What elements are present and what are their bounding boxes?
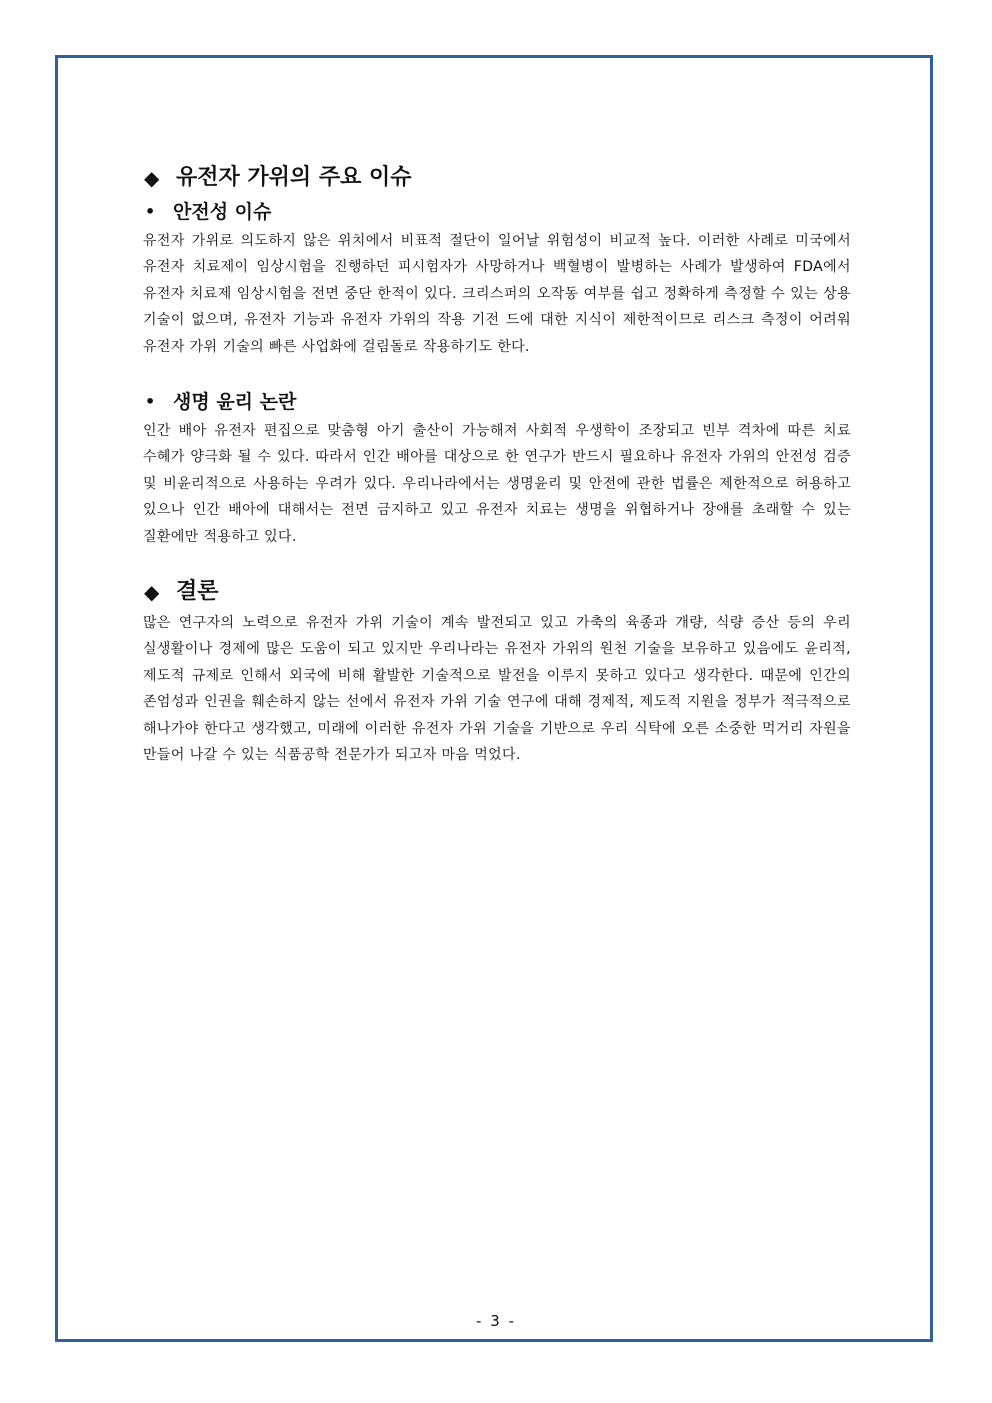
subsection-heading-text: 안전성 이슈: [173, 201, 272, 223]
round-bullet-icon: •: [145, 202, 156, 221]
section-heading-conclusion: [143, 574, 851, 610]
subsection-heading-text: 생명 윤리 논란: [173, 391, 297, 414]
section-heading-text: 결론: [176, 579, 219, 605]
paragraph-conclusion: 많은 연구자의 노력으로 유전자 가위 기술이 계속 발전되고 있고 가축의 육종과 개량, 식량 증산 등의 우리 실생활이나 경제에 많은 도움이 되고 있지만 우리나라는 유전자 가위의 원천 기술을 보유하고 있음에도 윤리적, 제도적 규제로 인해서 외국에 비해 활발한 기술적으로 발전을 이루지 못하고 있다고 생각한다. 때문에 인간의 존엄성과 인권을 훼손하지 않는 선에서 유전자 가위 기술 연구에 대해 경제적, 제도적 지원을 정부가 적극적으로 해나가야 한다고 생각했고, 미래에 이러한 유전자 가위 기술을 기반으로 우리 식탁에 오른 소중한 먹거리 자원을 만들어 나갈 수 있는 식품공학 전문가가 되고자 마음 먹었다.: [143, 615, 851, 764]
paragraph-safety: 유전자 가위로 의도하지 않은 위치에서 비표적 절단이 일어날 위험성이 비교적 높다. 이러한 사례로 미국에서 유전자 치료제이 임상시험을 진행하던 피시험자가 사망하거나 백혈병이 발병하는 사례가 발생하여 FDA에서 유전자 치료제 임상시험을 전면 중단 한적이 있다. 크리스퍼의 오작동 여부를 쉽고 정확하게 측정할 수 있는 상용 기술이 없으며, 유전자 기능과 유전자 가위의 작용 기전 드에 대한 지식이 제한적이므로 리스크 측정이 어려워 유전자 가위 기술의 빠른 사업화에 걸림돌로 작용하기도 한다.: [143, 233, 851, 355]
diamond-bullet-icon: ◆: [144, 166, 160, 190]
diamond-bullet-icon: ◆: [144, 580, 160, 605]
section-heading-issues: [143, 160, 851, 196]
spacer: [143, 550, 851, 574]
paragraph-bioethics: 인간 배아 유전자 편집으로 맞춤형 아기 출산이 가능해져 사회적 우생학이 조장되고 빈부 격차에 따른 치료 수혜가 양극화 될 수 있다. 따라서 인간 배아를 대상으로 한 연구가 반드시 필요하나 유전자 가위의 안전성 검증 및 비윤리적으로 사용하는 우려가 있다. 우리나라에서는 생명윤리 및 안전에 관한 법률은 제한적으로 허용하고 있으나 인간 배아에 대해서는 전면 금지하고 있고 유전자 치료는 생명을 위협하거나 장애를 초래할 수 있는 질환에만 적용하고 있다.: [143, 423, 851, 545]
round-bullet-icon: •: [145, 392, 156, 412]
subsection-heading-safety: [143, 196, 851, 228]
subsection-heading-bioethics: [143, 386, 851, 418]
document-body: [143, 160, 851, 769]
section-heading-text: 유전자 가위의 주요 이슈: [176, 165, 412, 190]
page-number: - 3 -: [476, 1312, 516, 1330]
spacer: [143, 360, 851, 386]
